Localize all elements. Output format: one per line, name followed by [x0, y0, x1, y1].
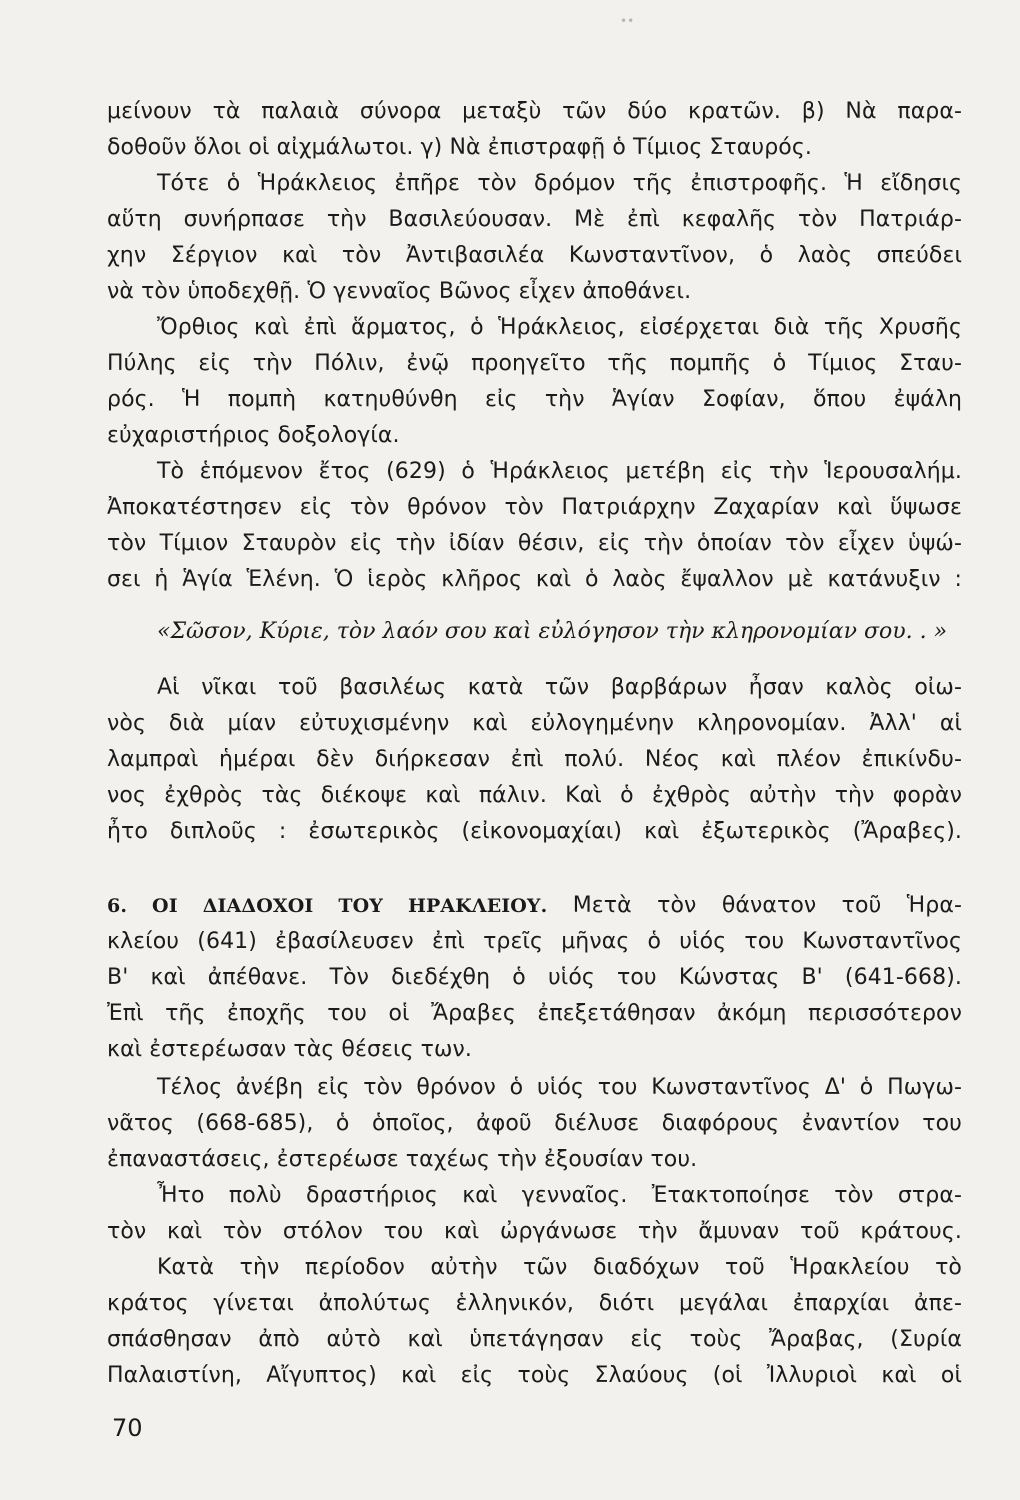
text-line: σπάσθησαν ἀπὸ αὐτὸ καὶ ὑπετάγησαν εἰς τοὺς Ἄραβας, (Συρία [107, 1327, 962, 1352]
text-line: καὶ ἐστερέωσαν τὰς θέσεις των. [107, 1037, 473, 1062]
text-line: δοθοῦν ὅλοι οἱ αἰχμάλωτοι. γ) Νὰ ἐπιστραφῇ ὁ Τίμιος Σταυρός. [107, 135, 812, 160]
section-heading: 6. ΟΙ ΔΙΑΔΟΧΟΙ ΤΟΥ ΗΡΑΚΛΕΙΟΥ. [107, 895, 548, 917]
text-line: τὸν Τίμιον Σταυρὸν εἰς τὴν ἰδίαν θέσιν, εἰς τὴν ὁποίαν τὸν εἶχεν ὑψώ- [107, 531, 962, 556]
text-line: ρός. Ἡ πομπὴ κατηυθύνθη εἰς τὴν Ἁγίαν Σοφίαν, ὅπου ἐψάλη [107, 387, 962, 412]
text-line: νὸς διὰ μίαν εὐτυχισμένην καὶ εὐλογημένην κληρονομίαν. Ἀλλ' αἱ [107, 711, 962, 736]
section-6 [107, 888, 962, 1068]
text-line: Ἦτο πολὺ δραστήριος καὶ γενναῖος. Ἐτακτοποίησε τὸν στρα- [157, 1183, 962, 1208]
text-line: Ἀποκατέστησεν εἰς τὸν θρόνον τὸν Πατριάρχην Ζαχαρίαν καὶ ὕψωσε [107, 495, 962, 520]
paragraph-3 [107, 310, 962, 454]
text-line: νᾶτος (668-685), ὁ ὁποῖος, ἀφοῦ διέλυσε διαφόρους ἐναντίον του [107, 1111, 962, 1136]
text-line: κράτος γίνεται ἀπολύτως ἑλληνικόν, διότι μεγάλαι ἐπαρχίαι ἀπε- [107, 1291, 962, 1316]
paragraph-9 [107, 1250, 962, 1394]
text-line: Β' καὶ ἀπέθανε. Τὸν διεδέχθη ὁ υἱός του Κώνστας Β' (641-668). [107, 965, 962, 990]
paragraph-7 [107, 1070, 962, 1178]
text-line: νος ἐχθρὸς τὰς διέκοψε καὶ πάλιν. Καὶ ὁ ἐχθρὸς αὐτὴν τὴν φορὰν [107, 783, 962, 808]
section-first-line [107, 888, 962, 924]
text-line: εὐχαριστήριος δοξολογία. [107, 423, 400, 448]
paragraph-8 [107, 1178, 962, 1250]
text-line: Τέλος ἀνέβη εἰς τὸν θρόνον ὁ υἱός του Κωνσταντῖνος Δ' ὁ Πωγω- [157, 1075, 962, 1100]
text-line: ἦτο διπλοῦς : ἐσωτερικὸς (εἰκονομαχίαι) καὶ ἐξωτερικὸς (Ἄραβες). [107, 819, 962, 844]
text-line: Πύλης εἰς τὴν Πόλιν, ἐνῷ προηγεῖτο τῆς πομπῆς ὁ Τίμιος Σταυ- [107, 351, 962, 376]
text-line: Αἱ νῖκαι τοῦ βασιλέως κατὰ τῶν βαρβάρων ἦσαν καλὸς οἰω- [157, 675, 962, 700]
text-line: Παλαιστίνη, Αἴγυπτος) καὶ εἰς τοὺς Σλαύους (οἱ Ἰλλυριοὶ καὶ οἱ [107, 1363, 962, 1388]
paragraph-5 [107, 670, 962, 850]
text-line: τὸν καὶ τὸν στόλον του καὶ ὠργάνωσε τὴν ἄμυναν τοῦ κράτους. [107, 1219, 962, 1244]
text-line: Κατὰ τὴν περίοδον αὐτὴν τῶν διαδόχων τοῦ Ἡρακλείου τὸ [157, 1255, 962, 1280]
paragraph-2 [107, 166, 962, 310]
text-line: ἐπαναστάσεις, ἐστερέωσε ταχέως τὴν ἐξουσίαν του. [107, 1147, 698, 1172]
text-line: νὰ τὸν ὑποδεχθῇ. Ὁ γενναῖος Βῶνος εἶχεν ἀποθάνει. [107, 279, 692, 304]
text-line: μείνουν τὰ παλαιὰ σύνορα μεταξὺ τῶν δύο κρατῶν. β) Νὰ παρα- [107, 99, 962, 124]
text-line: χην Σέργιον καὶ τὸν Ἀντιβασιλέα Κωνσταντῖνον, ὁ λαὸς σπεύδει [107, 243, 962, 268]
page-number: 70 [112, 1414, 143, 1442]
text-line: αὕτη συνήρπασε τὴν Βασιλεύουσαν. Μὲ ἐπὶ κεφαλῆς τὸν Πατριάρ- [107, 207, 962, 232]
text-fragment: Μετὰ τὸν θάνατον τοῦ Ἡρα- [572, 893, 962, 918]
text-line: Ἐπὶ τῆς ἐποχῆς του οἱ Ἄραβες ἐπεξετάθησαν ἀκόμη περισσότερον [107, 1001, 962, 1026]
quote-line: «Σῶσον, Κύριε, τὸν λαόν σου καὶ εὐλόγησον τὴν κληρονομίαν σου. . » [157, 619, 948, 644]
paragraph-4 [107, 454, 962, 598]
text-line: λαμπραὶ ἡμέραι δὲν διήρκεσαν ἐπὶ πολύ. Νέος καὶ πλέον ἐπικίνδυ- [107, 747, 962, 772]
paragraph-1 [107, 94, 962, 166]
text-line: Τότε ὁ Ἡράκλειος ἐπῆρε τὸν δρόμον τῆς ἐπιστροφῆς. Ἡ εἴδησις [157, 171, 962, 196]
text-line: Ὄρθιος καὶ ἐπὶ ἅρματος, ὁ Ἡράκλειος, εἰσέρχεται διὰ τῆς Χρυσῆς [157, 315, 962, 340]
top-mark: •• [620, 14, 635, 28]
text-line: κλείου (641) ἐβασίλευσεν ἐπὶ τρεῖς μῆνας ὁ υἱός του Κωνσταντῖνος [107, 929, 962, 954]
hymn-quote [107, 614, 962, 650]
text-line: σει ἡ Ἁγία Ἑλένη. Ὁ ἱερὸς κλῆρος καὶ ὁ λαὸς ἔψαλλον μὲ κατάνυξιν : [107, 567, 962, 592]
text-line: Τὸ ἑπόμενον ἔτος (629) ὁ Ἡράκλειος μετέβη εἰς τὴν Ἱερουσαλήμ. [157, 459, 962, 484]
